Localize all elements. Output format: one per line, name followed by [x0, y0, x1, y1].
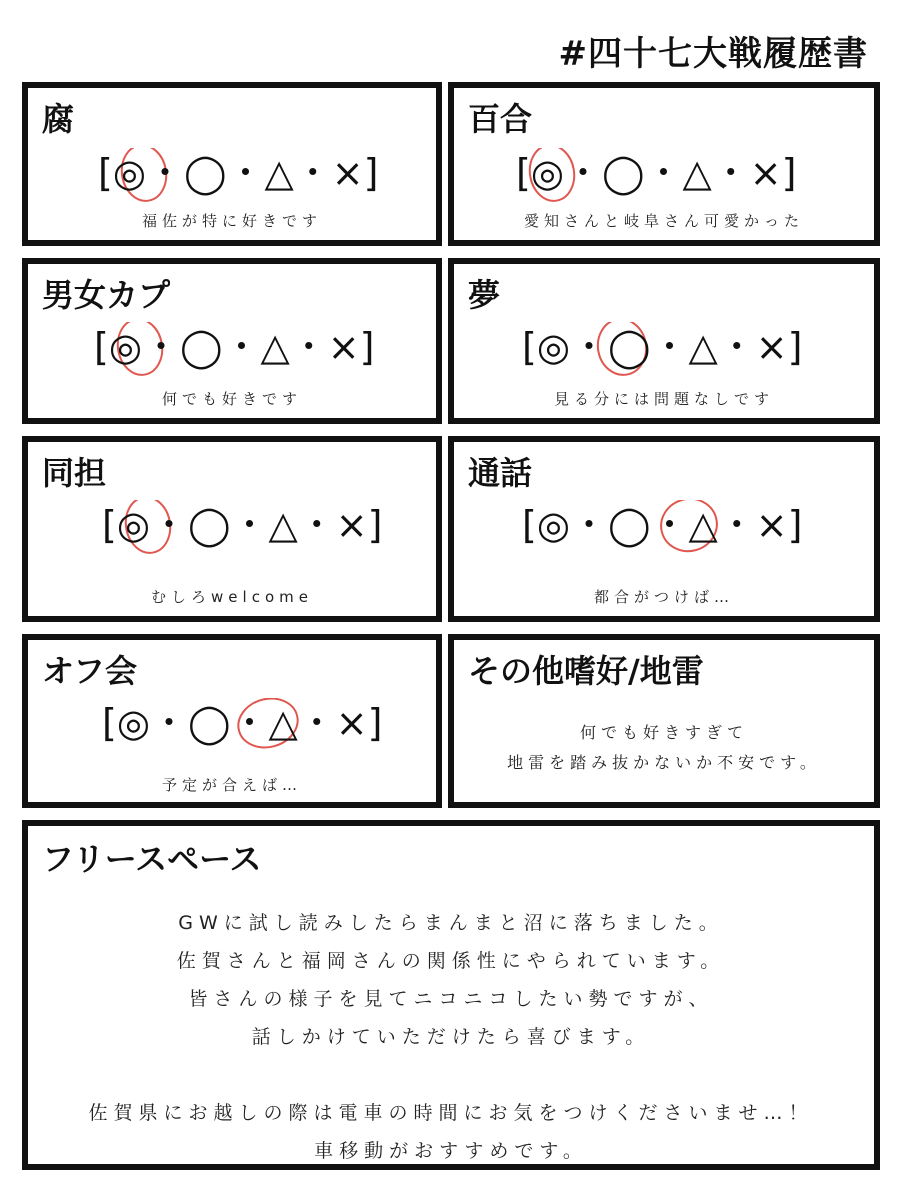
section-free-space — [22, 820, 880, 1170]
rating-options: [◎・◯・△・×] — [522, 503, 803, 547]
free-space-line — [28, 1056, 874, 1094]
section-title: 通話 — [468, 454, 533, 492]
section-title: その他嗜好/地雷 — [468, 652, 704, 690]
free-space-line: 話しかけていただけたら喜びます。 — [251, 1026, 651, 1048]
rating-scale — [454, 322, 874, 372]
section-comment: 愛知さんと岐阜さん可愛かった — [523, 212, 804, 230]
section-comment: 都合がつけば… — [593, 588, 734, 606]
section-yume — [448, 258, 880, 424]
free-space-text — [28, 904, 874, 1170]
rating-options: [◎・◯・△・×] — [522, 325, 803, 369]
other-line: 何でも好きすぎて — [579, 723, 748, 742]
rating-scale — [454, 500, 874, 550]
other-line: 地雷を踏み抜かないか不安です。 — [507, 753, 821, 772]
free-space-line: 皆さんの様子を見てニコニコしたい勢ですが、 — [188, 988, 714, 1010]
section-comment: 予定が合えば… — [161, 776, 302, 794]
section-doutan — [22, 436, 442, 622]
section-title: オフ会 — [42, 652, 138, 690]
section-other — [448, 634, 880, 808]
other-comment — [454, 718, 874, 778]
section-comment: 福佐が特に好きです — [141, 212, 322, 230]
free-space-line: GWに試し読みしたらまんまと沼に落ちました。 — [178, 912, 724, 934]
section-title: 百合 — [468, 100, 533, 138]
free-space-line: 佐賀さんと福岡さんの関係性にやられています。 — [176, 950, 726, 972]
rating-scale — [28, 148, 436, 198]
rating-scale — [28, 322, 436, 372]
section-title: 男女カプ — [42, 276, 171, 314]
section-yuri — [448, 82, 880, 246]
free-space-line: 佐賀県にお越しの際は電車の時間にお気をつけくださいませ…！ — [88, 1102, 814, 1124]
section-title: 同担 — [42, 454, 107, 492]
section-comment: 何でも好きです — [161, 390, 302, 408]
rating-options: [◎・◯・△・×] — [94, 325, 375, 369]
section-offkai — [22, 634, 442, 808]
rating-options: [◎・◯・△・×] — [98, 151, 379, 195]
section-comment: 見る分には問題なしです — [553, 390, 774, 408]
rating-scale — [28, 500, 436, 550]
section-fu — [22, 82, 442, 246]
section-title: フリースペース — [42, 840, 262, 878]
rating-scale — [28, 698, 436, 748]
section-title: 夢 — [468, 276, 501, 314]
section-tsuwa — [448, 436, 880, 622]
section-nl — [22, 258, 442, 424]
rating-options: [◎・◯・△・×] — [102, 503, 383, 547]
page-title: #四十七大戦履歴書 — [558, 34, 868, 74]
free-space-line: 車移動がおすすめです。 — [314, 1140, 588, 1162]
section-title: 腐 — [42, 100, 75, 138]
section-comment: むしろwelcome — [151, 588, 313, 606]
rating-options: [◎・◯・△・×] — [516, 151, 797, 195]
rating-scale — [454, 148, 874, 198]
rating-options: [◎・◯・△・×] — [102, 701, 383, 745]
